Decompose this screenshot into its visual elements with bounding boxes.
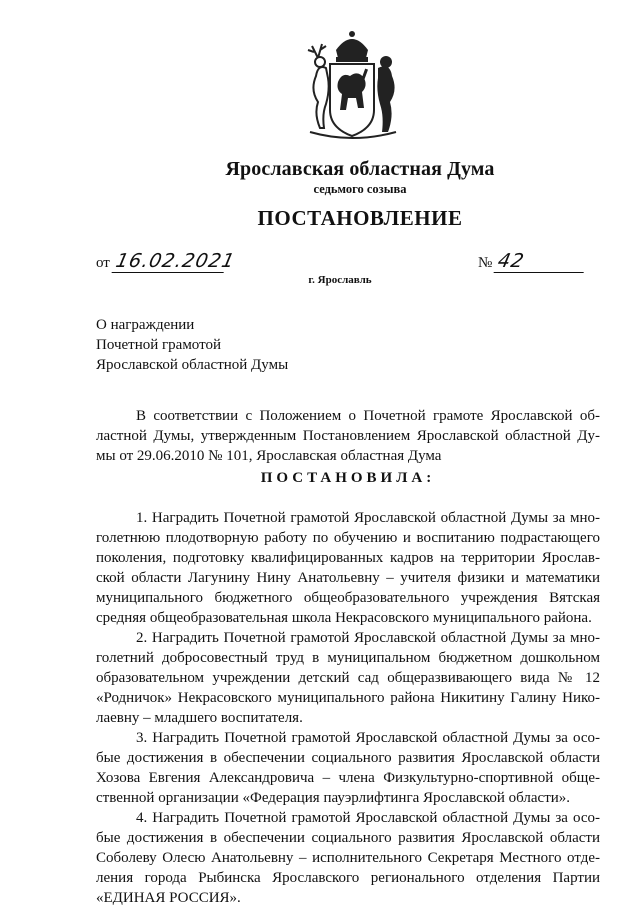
subject-line: О награждении: [96, 317, 195, 333]
item-line: Соболеву Олесю Анатольевну – исполнительного Секретаря Местного отде-: [96, 850, 600, 866]
item-line: ской области Лагунину Нину Анатольевну – учителя физики и математики: [96, 570, 600, 586]
item-line: муниципального бюджетного общеобразовательного учреждения Вятская: [96, 590, 600, 606]
item-line: ления города Рыбинска Ярославского регионального отделения Партии: [96, 870, 600, 886]
item-line: «Родничок» Некрасовского муниципального района Никитину Галину Нико-: [96, 690, 600, 706]
decree-item-1: [96, 508, 600, 628]
item-line: поколения, подготовку квалифицированных кадров на территории Ярослав-: [96, 550, 600, 566]
decree-heading: ПОСТАНОВИЛА:: [260, 470, 436, 486]
item-line: лаевну – младшего воспитателя.: [96, 710, 303, 726]
item-line: «ЕДИНАЯ РОССИЯ».: [96, 890, 241, 906]
subject-block: [96, 315, 288, 375]
item-line: 3. Наградить Почетной грамотой Ярославской областной Думы за осо-: [136, 730, 600, 746]
date-prefix: от: [96, 255, 110, 271]
item-line: бые достижения в обеспечении социального развития Ярославской области: [96, 830, 600, 846]
decree-item-2: [96, 628, 600, 728]
preamble-paragraph: [96, 406, 600, 466]
document-type-title: ПОСТАНОВЛЕНИЕ: [257, 206, 463, 230]
number-prefix: №: [478, 255, 493, 271]
organization-name: Ярославская областная Дума: [225, 158, 495, 180]
decree-items: [96, 508, 600, 908]
preamble-line: В соответствии с Положением о Почетной грамоте Ярославской об-: [136, 408, 600, 424]
preamble-line: ластной Думы, утвержденным Постановлением Ярославской областной Ду-: [96, 428, 600, 444]
item-line: 2. Наградить Почетной грамотой Ярославской областной Думы за мно-: [136, 630, 600, 646]
item-line: голетнюю плодотворную работу по обучению и воспитанию подрастающего: [96, 530, 600, 546]
handwritten-number: 42: [494, 250, 589, 273]
city-label: г. Ярославль: [308, 274, 372, 286]
decree-item-4: [96, 808, 600, 908]
item-line: голетний добросовестный труд в муниципальном бюджетном дошкольном: [96, 650, 600, 666]
date-row: [96, 250, 237, 273]
item-line: ственной организации «Федерация пауэрлифтинга Ярославской области».: [96, 790, 571, 806]
subject-line: Ярославской областной Думы: [96, 357, 289, 373]
number-row: [478, 250, 586, 273]
subject-line: Почетной грамотой: [96, 337, 221, 353]
preamble-line: мы от 29.06.2010 № 101, Ярославская областная Дума: [96, 448, 442, 464]
coat-of-arms-icon: [296, 28, 408, 148]
decree-item-3: [96, 728, 600, 808]
item-line: средняя общеобразовательная школа Некрасовского муниципального района.: [96, 610, 592, 626]
item-line: 1. Наградить Почетной грамотой Ярославской областной Думы за мно-: [136, 510, 600, 526]
item-line: образовательном учреждении детский сад общеразвивающего вида № 12: [96, 670, 600, 686]
handwritten-date: 16.02.2021: [111, 250, 228, 273]
item-line: Хозова Евгения Александровича – члена Физкультурно-спортивной обще-: [96, 770, 600, 786]
convocation-label: седьмого созыва: [313, 182, 407, 196]
item-line: бые достижения в обеспечении социального развития Ярославской области: [96, 750, 600, 766]
item-line: 4. Наградить Почетной грамотой Ярославской областной Думы за осо-: [136, 810, 600, 826]
